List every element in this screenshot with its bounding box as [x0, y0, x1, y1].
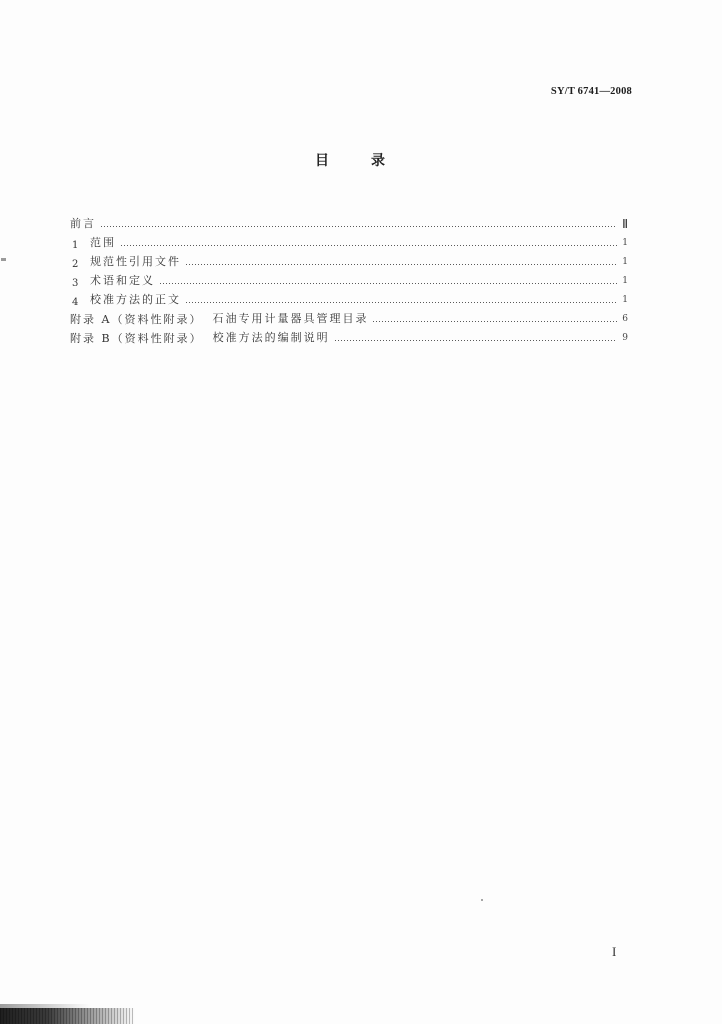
toc-entry-page: 1 — [622, 276, 628, 286]
toc-entry-label: 前言 — [70, 217, 96, 230]
toc-entry-label: 校准方法的正文 — [90, 293, 181, 306]
toc-entry-page: 1 — [622, 238, 628, 248]
toc-entry-page: 6 — [622, 314, 628, 324]
toc-entry-number: 1 — [72, 240, 79, 251]
page-title: 目录 — [315, 153, 427, 169]
dot-leader — [101, 226, 617, 227]
toc-entry-foreword — [70, 211, 628, 232]
table-of-contents — [70, 211, 628, 346]
dot-leader — [335, 340, 617, 341]
dot-leader — [186, 302, 617, 303]
toc-entry-page: 1 — [622, 295, 628, 305]
toc-entry-page: 9 — [622, 333, 628, 343]
toc-entry-scope — [70, 232, 628, 251]
scan-artifact — [1, 258, 6, 261]
toc-entry-label: 范围 — [90, 236, 116, 249]
dot-leader — [121, 245, 617, 246]
toc-entry-number: 2 — [72, 259, 79, 270]
toc-entry-label: 石油专用计量器具管理目录 — [212, 312, 369, 325]
scan-artifact — [0, 1008, 135, 1024]
toc-entry-page: Ⅱ — [622, 217, 628, 231]
toc-entry-number: 3 — [72, 278, 79, 289]
toc-entry-label: 规范性引用文件 — [90, 255, 181, 268]
scan-artifact — [481, 899, 483, 901]
toc-entry-calibration-method — [70, 289, 628, 308]
toc-entry-appendix-a — [70, 308, 628, 327]
dot-leader — [186, 264, 617, 265]
toc-entry-label: 术语和定义 — [90, 274, 155, 287]
toc-entry-appendix-b — [70, 327, 628, 346]
toc-entry-number: 4 — [72, 297, 79, 308]
dot-leader — [160, 283, 617, 284]
toc-entry-appendix-prefix: 附录 A（资料性附录） — [70, 313, 203, 326]
toc-entry-label: 校准方法的编制说明 — [212, 331, 330, 344]
toc-entry-normative-references — [70, 251, 628, 270]
standard-number: SY/T 6741—2008 — [550, 86, 632, 97]
page-number: I — [612, 944, 617, 959]
toc-entry-page: 1 — [622, 257, 628, 267]
toc-entry-terms-definitions — [70, 270, 628, 289]
toc-entry-appendix-prefix: 附录 B（资料性附录） — [70, 332, 203, 345]
dot-leader — [373, 321, 617, 322]
